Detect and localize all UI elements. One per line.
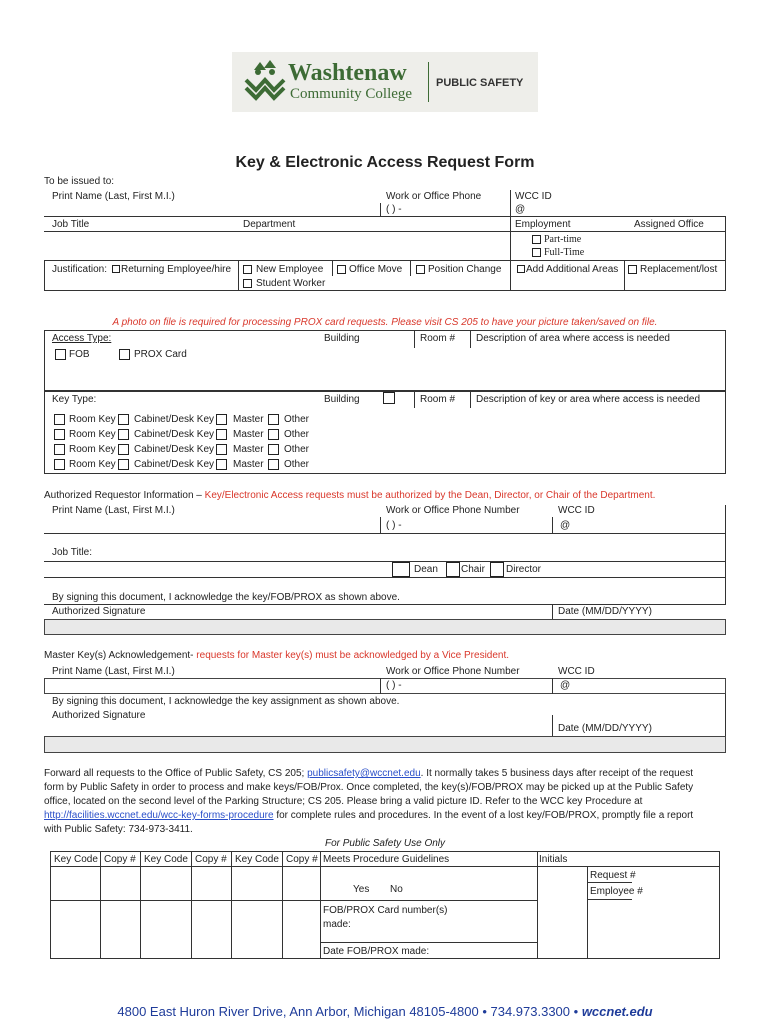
divider (470, 390, 471, 408)
key-building-checkbox[interactable] (383, 392, 395, 404)
yes-label: Yes (353, 884, 370, 895)
cabinet-key-checkbox[interactable] (118, 444, 129, 455)
instructions-line-1 (44, 768, 693, 780)
cabinet-key-checkbox[interactable] (118, 429, 129, 440)
email-link[interactable]: publicsafety@wccnet.edu (307, 768, 421, 779)
department-label: Department (243, 219, 296, 230)
master-heading (44, 650, 509, 662)
key-building-label: Building (324, 394, 360, 405)
college-subname: Community College (290, 86, 413, 102)
auth-phone-label: Work or Office Phone Number (386, 505, 520, 516)
other-key-label: Other (284, 459, 310, 470)
access-desc-label: Description of area where access is needed (476, 333, 670, 344)
master-date-label: Date (MM/DD/YYYY) (558, 723, 652, 734)
master-wccid-label: WCC ID (558, 666, 595, 677)
master-signature-field[interactable] (44, 736, 726, 753)
key-code-header: Key Code (144, 854, 188, 865)
issued-to-label: To be issued to: (44, 176, 115, 187)
divider (587, 882, 632, 883)
divider (414, 390, 415, 408)
copy-header: Copy # (286, 854, 318, 865)
master-sig-label: Authorized Signature (52, 710, 146, 721)
cabinet-key-label: Cabinet/Desk Key (134, 444, 215, 455)
auth-wccid-value: @ (560, 520, 571, 531)
instructions-text: . It normally takes 5 business days after receipt of the request (420, 768, 693, 779)
key-desc-label: Description of key or area where access is needed (476, 394, 701, 405)
instructions-line-2: form by Public Safety in order to process and make keys/FOB/Prox. Once completed, the key(s)/FOB/PROX may be picked up at the Public Safety (44, 782, 694, 793)
employee-number-label: Employee # (590, 886, 643, 897)
fob-date-label: Date FOB/PROX made: (323, 946, 430, 957)
auth-phone-value: ( ) - (386, 520, 402, 531)
master-key-checkbox[interactable] (216, 444, 227, 455)
office-move-label: Office Move (349, 264, 403, 275)
copy-header: Copy # (104, 854, 136, 865)
director-label: Director (506, 564, 542, 575)
dept-name: PUBLIC SAFETY (436, 77, 524, 89)
justification-label: Justification: (52, 264, 108, 275)
cabinet-key-label: Cabinet/Desk Key (134, 414, 215, 425)
fob-checkbox[interactable] (55, 349, 66, 360)
footer-address-text: 4800 East Huron River Drive, Ann Arbor, Michigan 48105-4800 • 734.973.3300 • (117, 1004, 579, 1019)
divider (100, 851, 101, 959)
divider (191, 851, 192, 959)
fob-numbers-label: FOB/PROX Card number(s) made: (323, 905, 448, 930)
divider (320, 900, 537, 901)
auth-signature-field[interactable] (44, 619, 726, 635)
employment-label: Employment (515, 219, 571, 230)
other-key-label: Other (284, 444, 310, 455)
position-change-checkbox[interactable] (416, 265, 425, 274)
dean-label: Dean (414, 564, 438, 575)
auth-date-label: Date (MM/DD/YYYY) (558, 606, 652, 617)
key-code-header: Key Code (235, 854, 279, 865)
full-time-checkbox[interactable] (532, 248, 541, 257)
master-heading-text: Master Key(s) Acknowledgement- (44, 650, 194, 661)
divider (332, 260, 333, 276)
name-row-field[interactable] (44, 203, 726, 217)
replacement-checkbox[interactable] (628, 265, 637, 274)
add-areas-label: Add Additional Areas (526, 264, 619, 275)
cabinet-key-label: Cabinet/Desk Key (134, 459, 215, 470)
auth-sig-label: Authorized Signature (52, 606, 146, 617)
divider (50, 900, 320, 901)
other-key-label: Other (284, 429, 310, 440)
divider (410, 260, 411, 276)
divider (380, 678, 381, 694)
master-key-label: Master (233, 444, 264, 455)
auth-jobtitle-field[interactable] (44, 561, 726, 578)
divider (537, 851, 538, 959)
master-ack-text: By signing this document, I acknowledge the key assignment as shown above. (52, 696, 400, 707)
divider (624, 260, 625, 291)
cabinet-key-label: Cabinet/Desk Key (134, 429, 215, 440)
divider (552, 604, 553, 619)
authorized-heading (44, 490, 655, 502)
auth-wccid-label: WCC ID (558, 505, 595, 516)
master-heading-note: requests for Master key(s) must be acknowledged by a Vice President. (196, 650, 510, 661)
initials-header: Initials (539, 854, 568, 865)
instructions-text: Forward all requests to the Office of Public Safety, CS 205; (44, 768, 305, 779)
student-worker-checkbox[interactable] (243, 279, 252, 288)
divider (470, 330, 471, 348)
new-employee-label: New Employee (256, 264, 324, 275)
office-use-title: For Public Safety Use Only (324, 838, 446, 849)
master-key-label: Master (233, 429, 264, 440)
master-phone-value: ( ) - (386, 680, 402, 691)
access-type-label: Access Type: (52, 333, 112, 344)
divider (510, 231, 726, 232)
divider (238, 260, 239, 291)
master-key-label: Master (233, 459, 264, 470)
logo-divider (428, 62, 429, 102)
footer-website-link[interactable]: wccnet.edu (581, 1004, 653, 1019)
chair-label: Chair (461, 564, 485, 575)
other-key-checkbox[interactable] (268, 459, 279, 470)
access-building-label: Building (324, 333, 360, 344)
divider (552, 517, 553, 533)
key-code-header: Key Code (54, 854, 98, 865)
auth-ack-text: By signing this document, I acknowledge the key/FOB/PROX as shown above. (52, 592, 400, 603)
room-key-checkbox[interactable] (54, 444, 65, 455)
divider (587, 866, 588, 959)
office-move-checkbox[interactable] (337, 265, 346, 274)
part-time-checkbox[interactable] (532, 235, 541, 244)
returning-label: Returning Employee/hire (121, 264, 232, 275)
position-change-label: Position Change (428, 264, 502, 275)
divider (44, 533, 726, 534)
auth-name-label: Print Name (Last, First M.I.) (52, 505, 175, 516)
other-key-checkbox[interactable] (268, 429, 279, 440)
room-key-checkbox[interactable] (54, 459, 65, 470)
returning-checkbox[interactable] (112, 265, 120, 273)
divider (140, 851, 141, 959)
prox-checkbox[interactable] (119, 349, 130, 360)
replacement-label: Replacement/lost (640, 264, 718, 275)
authorized-heading-note: Key/Electronic Access requests must be authorized by the Dean, Director, or Chair of the Department. (204, 490, 656, 501)
instructions-line-3: office, located on the second level of the Parking Structure; CS 205. Please bring a valid picture ID. Refer to the WCC key Procedure at (44, 796, 643, 807)
phone-value: ( ) - (386, 204, 402, 215)
request-number-label: Request # (590, 870, 636, 881)
prox-label: PROX Card (134, 349, 187, 360)
add-areas-checkbox[interactable] (517, 265, 525, 273)
part-time-label: Part-time (544, 234, 582, 245)
master-key-checkbox[interactable] (216, 414, 227, 425)
divider (231, 851, 232, 959)
copy-header: Copy # (195, 854, 227, 865)
no-label: No (390, 884, 403, 895)
divider (414, 330, 415, 348)
instructions-text: for complete rules and procedures. In the event of a lost key/FOB/PROX, promptly file a report (276, 810, 694, 821)
divider (320, 942, 537, 943)
college-name: Washtenaw (288, 60, 407, 86)
divider (380, 517, 381, 533)
director-checkbox[interactable] (490, 562, 504, 577)
cabinet-key-checkbox[interactable] (118, 459, 129, 470)
dean-checkbox[interactable] (392, 562, 410, 577)
room-key-label: Room Key (69, 459, 116, 470)
master-wccid-value: @ (560, 680, 571, 691)
cabinet-key-checkbox[interactable] (118, 414, 129, 425)
chair-checkbox[interactable] (446, 562, 460, 577)
instructions-line-5: with Public Safety: 734-973-3411. (44, 824, 193, 835)
other-key-label: Other (284, 414, 310, 425)
master-key-label: Master (233, 414, 264, 425)
divider (44, 604, 726, 605)
footer-address (0, 1004, 770, 1020)
divider (725, 694, 726, 736)
room-key-label: Room Key (69, 429, 116, 440)
wccid-label: WCC ID (515, 191, 552, 202)
divider (44, 231, 510, 232)
photo-note: A photo on file is required for processing PROX card requests. Please visit CS 205 to have your picture taken/saved on file. (112, 317, 658, 328)
form-title: Key & Electronic Access Request Form (235, 154, 535, 171)
divider (380, 203, 381, 217)
master-phone-label: Work or Office Phone Number (386, 666, 520, 677)
fob-label: FOB (69, 349, 90, 360)
college-logo-icon (244, 58, 286, 106)
job-title-label: Job Title (52, 219, 90, 230)
student-worker-label: Student Worker (256, 278, 326, 289)
room-key-label: Room Key (69, 414, 116, 425)
other-key-checkbox[interactable] (268, 414, 279, 425)
other-key-checkbox[interactable] (268, 444, 279, 455)
phone-label: Work or Office Phone (386, 191, 482, 202)
room-key-label: Room Key (69, 444, 116, 455)
divider (552, 678, 553, 694)
new-employee-checkbox[interactable] (243, 265, 252, 274)
master-key-checkbox[interactable] (216, 429, 227, 440)
auth-jobtitle-label: Job Title: (52, 547, 93, 558)
print-name-label: Print Name (Last, First M.I.) (52, 191, 175, 202)
key-type-label: Key Type: (52, 394, 97, 405)
divider (552, 715, 553, 736)
divider (587, 899, 632, 900)
divider (50, 866, 720, 867)
access-room-label: Room # (420, 333, 456, 344)
master-name-label: Print Name (Last, First M.I.) (52, 666, 175, 677)
key-room-label: Room # (420, 394, 456, 405)
master-key-checkbox[interactable] (216, 459, 227, 470)
master-name-field[interactable] (44, 678, 726, 694)
divider (282, 851, 283, 959)
full-time-label: Full-Time (544, 247, 585, 258)
assigned-office-label: Assigned Office (634, 219, 704, 230)
authorized-heading-text: Authorized Requestor Information – (44, 490, 202, 501)
instructions-line-4 (44, 810, 693, 822)
procedure-link[interactable]: http://facilities.wccnet.edu/wcc-key-forms-procedure (44, 810, 274, 821)
room-key-checkbox[interactable] (54, 414, 65, 425)
wccid-value: @ (515, 204, 526, 215)
divider (725, 505, 726, 605)
meets-guidelines-header: Meets Procedure Guidelines (323, 854, 450, 865)
room-key-checkbox[interactable] (54, 429, 65, 440)
